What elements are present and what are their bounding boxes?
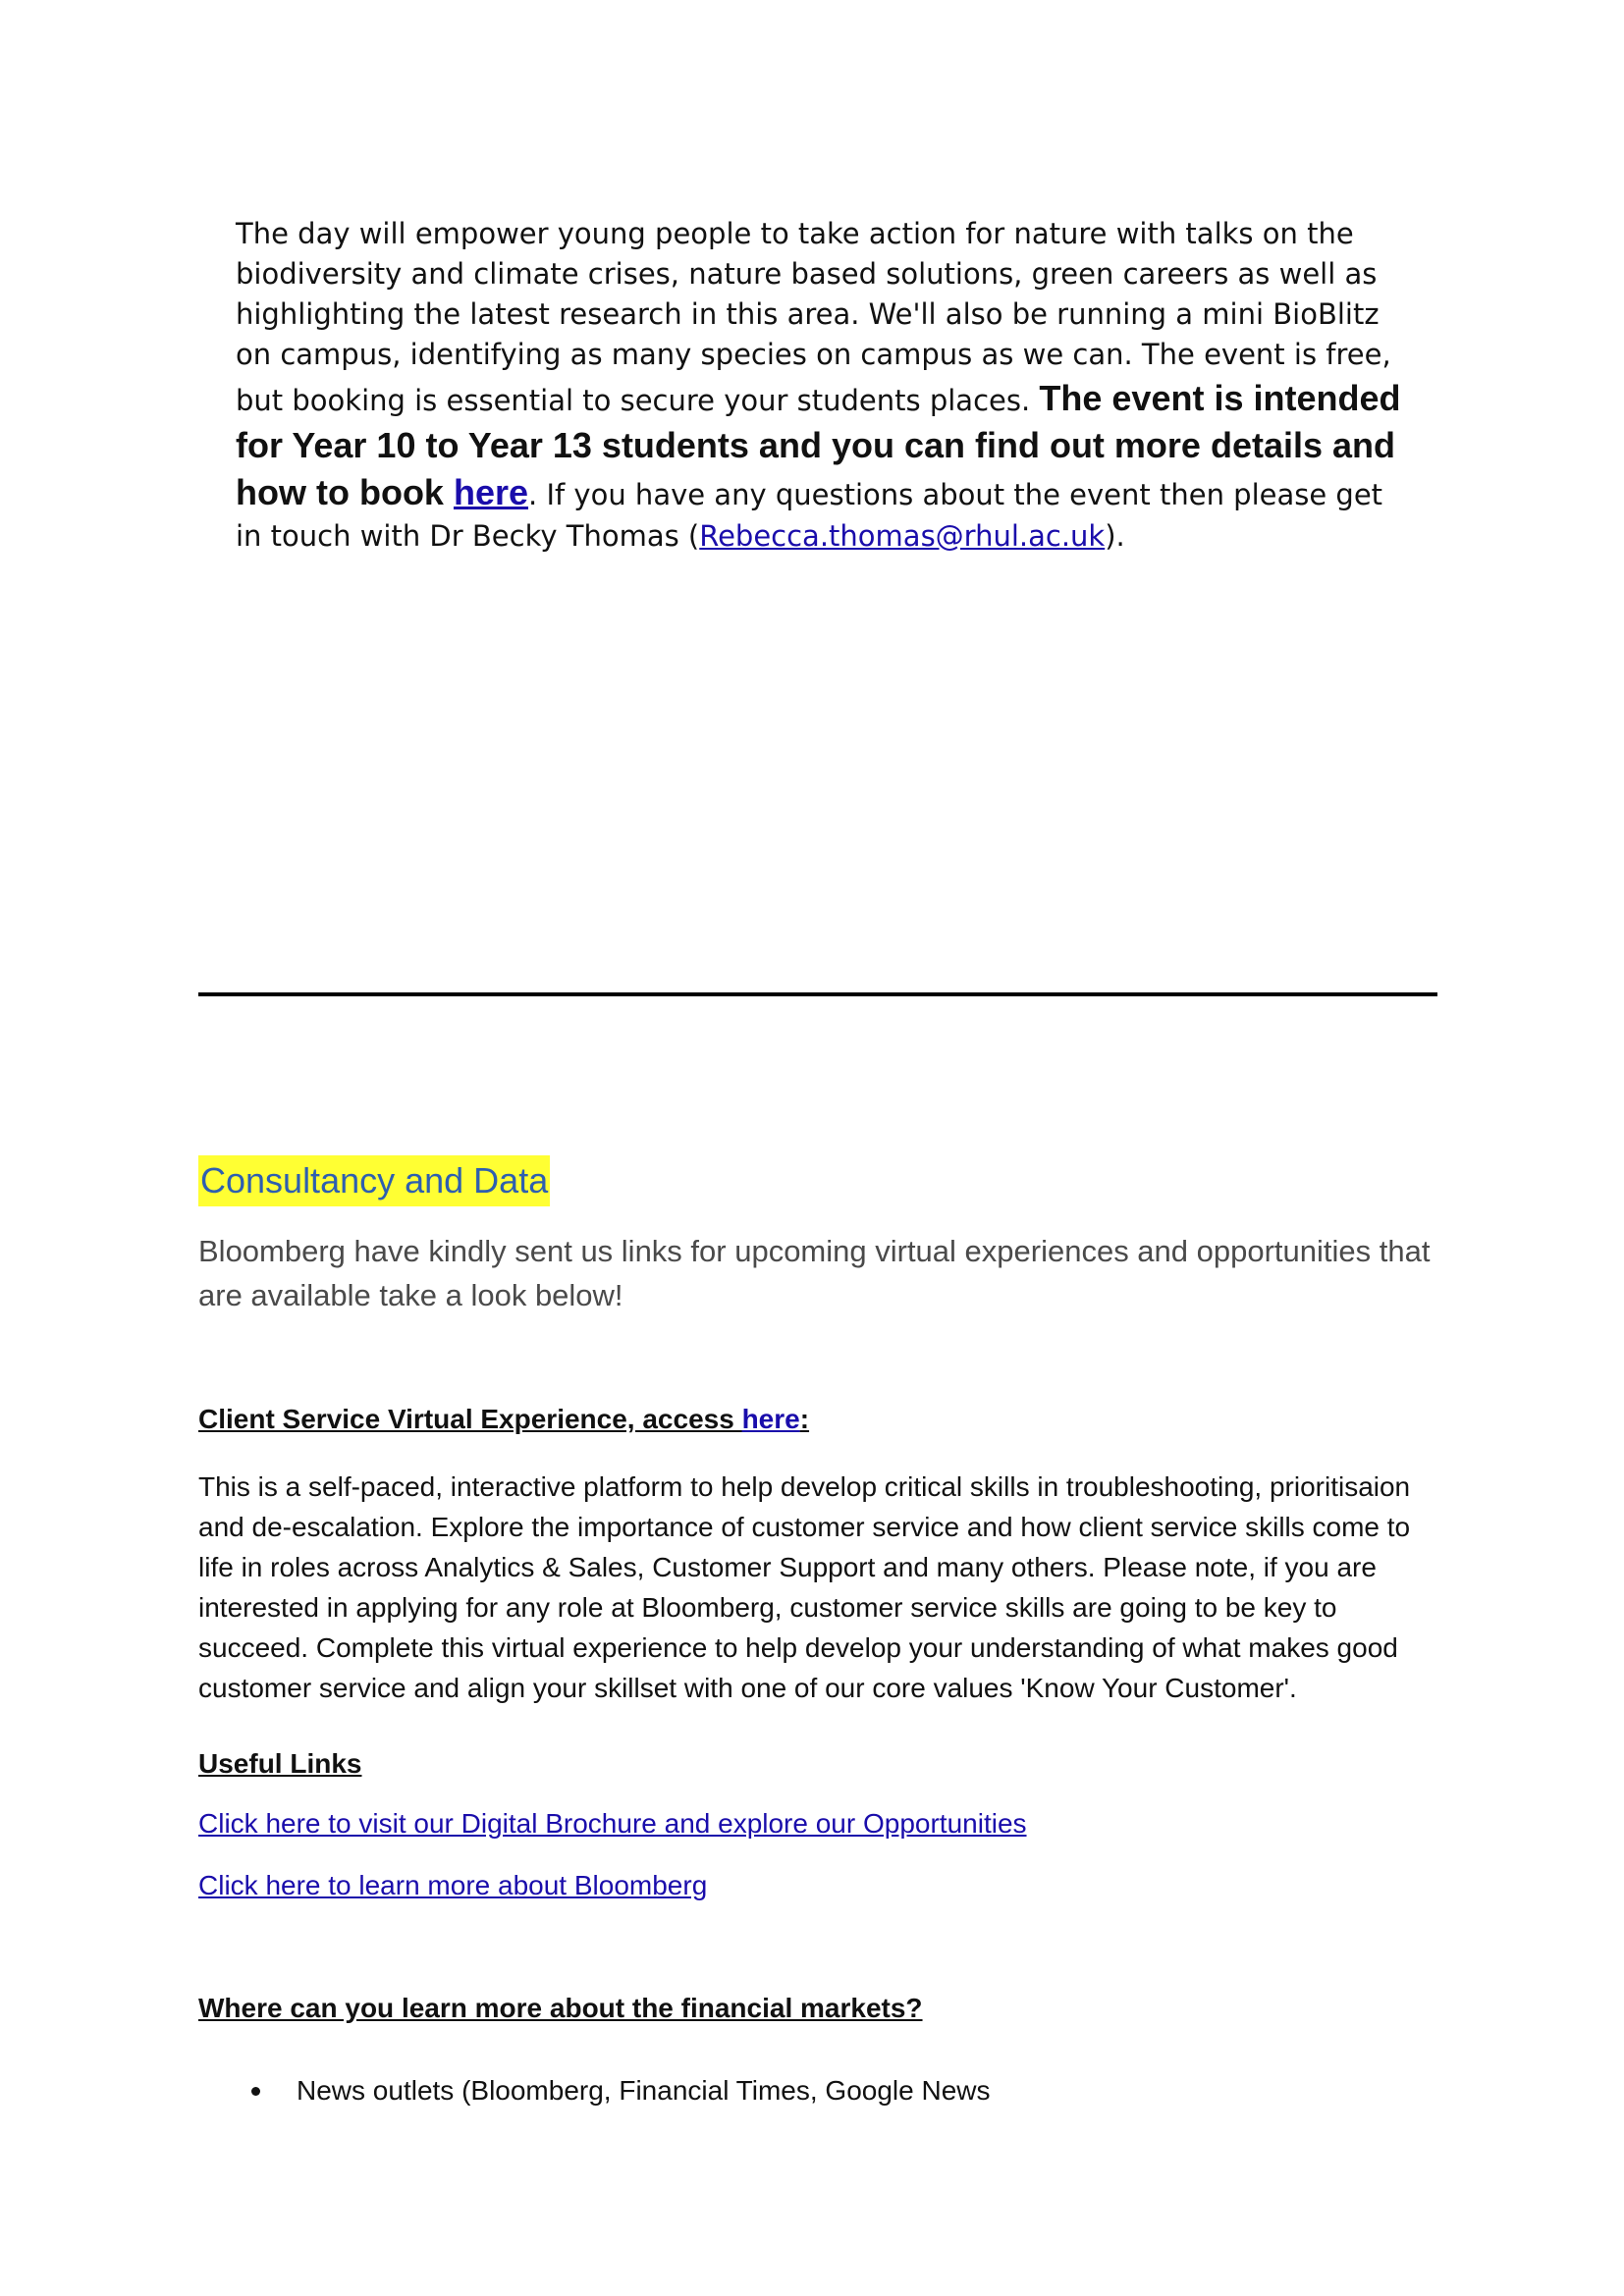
client-service-heading-suffix: :	[799, 1404, 810, 1434]
financial-markets-heading: Where can you learn more about the financial markets?	[198, 1993, 923, 2023]
client-service-heading-prefix: Client Service Virtual Experience, access	[198, 1404, 742, 1434]
intro-contact-text: . If you have any questions about the event then please get in touch with Dr Becky Thomas (	[236, 478, 1383, 553]
section-divider	[198, 992, 1437, 996]
client-service-link[interactable]: here	[741, 1404, 800, 1434]
bullet-icon	[251, 2087, 260, 2096]
section-heading: Consultancy and Data	[198, 1155, 550, 1206]
section-intro: Bloomberg have kindly sent us links for upcoming virtual experiences and opportunities that are available take a look below!	[198, 1234, 1431, 1312]
client-service-heading	[198, 1402, 809, 1437]
intro-text: The day will empower young people to take action for nature with talks on the biodiversity and climate crises, nature based solutions, green careers as well as highlighting the latest research in this area. We'll also be running a mini BioBlitz on campus, identifying as many species on campus as we can. The event is free, but booking is essential to secure your students places.	[236, 217, 1391, 417]
digital-brochure-link[interactable]: Click here to visit our Digital Brochure and explore our Opportunities	[198, 1808, 1027, 1839]
intro-bold-text: The event is intended for Year 10 to Year 13 students and you can find out more details and how to book	[236, 378, 1401, 512]
email-link[interactable]: Rebecca.thomas@rhul.ac.uk	[699, 519, 1106, 553]
useful-links-heading: Useful Links	[198, 1748, 362, 1779]
booking-link[interactable]: here	[453, 472, 529, 512]
client-service-description: This is a self-paced, interactive platform to help develop critical skills in troubleshooting, prioritisaion and de-escalation. Explore the importance of customer service and how client service skills come to life in roles across Analytics & Sales, Customer Support and many others. Please note, if you are interested in applying for any role at Bloomberg, customer service skills are going to be key to succeed. Complete this virtual experience to help develop your understanding of what makes good customer service and align your skillset with one of our core values 'Know Your Customer'.	[198, 1471, 1411, 1703]
learn-about-bloomberg-link[interactable]: Click here to learn more about Bloomberg	[198, 1870, 708, 1900]
list-item	[251, 2073, 991, 2109]
list-item-text: News outlets (Bloomberg, Financial Times, Google News	[297, 2075, 991, 2106]
intro-closing-text: ).	[1105, 519, 1125, 553]
event-description	[236, 214, 1414, 557]
